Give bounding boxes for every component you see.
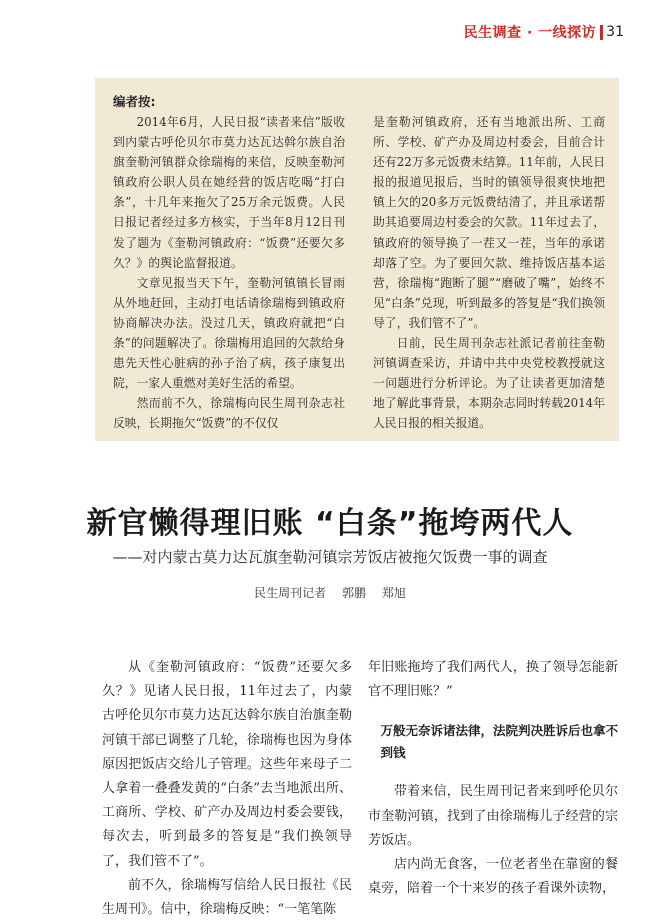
article-subtitle: ——对内蒙古莫力达瓦旗奎勒河镇宗芳饭店被拖欠饭费一事的调查 xyxy=(112,548,548,566)
editor-paragraph: 文章见报当天下午，奎勒河镇镇长冒雨从外地赶回，主动打电话请徐瑞梅到镇政府协商解决办法。没过几天，镇政府就把“白条”的问题解决了。徐瑞梅用追回的欠款给身患先天性心脏病的孙子治了病，孩子康复出院，一家人重燃对美好生活的希望。 xyxy=(113,275,345,391)
article-paragraph: 带着来信，民生周刊记者来到呼伦贝尔市奎勒河镇，找到了由徐瑞梅儿子经营的宗芳饭店。 xyxy=(368,784,618,848)
editor-paragraph: 是奎勒河镇政府，还有当地派出所、工商所、学校、矿产办及周边村委会，目前合计还有22万多元饭费未结算。11年前，人民日报的报道见报后，当时的镇领导很爽快地把镇上欠的20多万元饭费结清了，并且承诺帮助其追要周边村委会的欠款。11年过去了，镇政府的领导换了一茬又一茬，当年的承诺却落了空。为了要回欠款、维持饭店基本运营，徐瑞梅“跑断了腿”“磨破了嘴”，始终不见“白条”兑现，听到最多的答复是“我们换领导了，我们管不了”。 xyxy=(373,115,605,330)
editor-paragraph: 日前，民生周刊杂志社派记者前往奎勒河镇调查采访，并请中共中央党校教授就这一问题进行分析评论。为了让读者更加清楚地了解此事背景，本期杂志同时转载2014年人民日报的相关报道。 xyxy=(373,336,605,431)
byline xyxy=(0,584,660,601)
page-number: 31 xyxy=(606,24,624,40)
editor-note-column-right xyxy=(373,112,605,434)
article-paragraph: 年旧账拖垮了我们两代人，换了领导怎能新官不理旧账？” xyxy=(368,660,618,700)
article-paragraph: 前不久，徐瑞梅写信给人民日报社《民生周刊》。信中，徐瑞梅反映：“一笔笔陈 xyxy=(102,877,352,918)
editor-note-box xyxy=(95,78,619,441)
author-name: 郭鹏 xyxy=(341,586,366,600)
article-title: 新官懒得理旧账 “白条”拖垮两代人 xyxy=(86,506,574,541)
header-divider xyxy=(600,25,603,40)
editor-paragraph: 然而前不久，徐瑞梅向民生周刊杂志社反映，长期拖欠“饭费”的不仅仅 xyxy=(113,396,345,431)
editor-note-title: 编者按: xyxy=(113,94,156,109)
section-title: 民生调查 · 一线探访 xyxy=(463,25,597,41)
article-body xyxy=(102,656,618,922)
byline-label: 民生周刊记者 xyxy=(254,586,327,600)
article-paragraph: 店内尚无食客，一位老者坐在靠窗的餐桌旁，陪着一个十来岁的孩子看课外读物， xyxy=(368,857,618,897)
editor-note-column-left xyxy=(113,112,345,434)
section-heading: 万般无奈诉诸法律，法院判决胜诉后也拿不到钱 xyxy=(380,723,619,761)
article-column-right xyxy=(368,656,618,922)
article-paragraph: 从《奎勒河镇政府：“饭费”还要欠多久？》见诸人民日报，11年过去了，内蒙古呼伦贝尔市莫力达瓦达斡尔族自治旗奎勒河镇干部已调整了几轮，徐瑞梅也因为身体原因把饭店交给儿子管理。这些年来母子二人拿着一叠叠发黄的“白条”去当地派出所、工商所、学校、矿产办及周边村委会要钱，每次去，听到最多的答复是“我们换领导了，我们管不了”。 xyxy=(102,660,352,869)
author-name: 郑旭 xyxy=(381,586,406,600)
editor-paragraph: 2014年6月，人民日报“读者来信”版收到内蒙古呼伦贝尔市莫力达瓦达斡尔族自治旗奎勒河镇群众徐瑞梅的来信，反映奎勒河镇政府公职人员在她经营的饭店吃喝“打白条”，十几年来拖欠了25万余元饭费。人民日报记者经过多方核实，于当年8月12日刊发了题为《奎勒河镇政府：“饭费”还要欠多久？》的舆论监督报道。 xyxy=(113,115,345,270)
editor-note-columns xyxy=(113,112,605,434)
article-column-left xyxy=(102,656,352,922)
page-header xyxy=(464,22,624,42)
